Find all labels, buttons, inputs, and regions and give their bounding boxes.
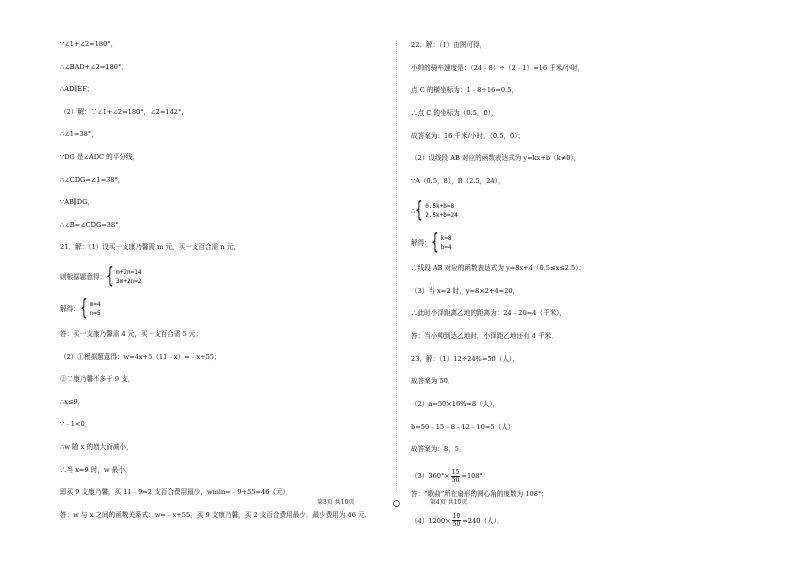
text-line: ∴∠1=38°， — [60, 130, 98, 139]
text-line: 故答案为：8，5． — [411, 445, 466, 454]
fraction — [451, 469, 461, 484]
text-line: （3）当 x=2 时，y=8×2+4=20， — [411, 286, 520, 295]
equation-row: k=8 — [440, 234, 452, 242]
text-line: ∴线段 AB 对应的函数表达式为 y=8x+4（0.5≤x≤2.5）； — [411, 263, 586, 272]
text-line: ∴∠BAD+∠2=180°， — [60, 62, 128, 71]
text-line: （2）设线段 AB 对应的函数表达式为 y=kx+b（k≠0）， — [411, 154, 581, 163]
question-21-heading: 21．解：（1）设买一支康乃馨需 m 元，买一支百合需 n 元， — [60, 243, 240, 252]
text-line: ∴此时小泽距离乙地的距离为：24﹣20=4（千米）， — [411, 309, 567, 318]
text-line: 故答案为：16 千米/小时，（0.5，0）； — [411, 131, 525, 140]
text-line: ∵A（0.5，8），B（2.5，24）， — [411, 177, 505, 186]
right-solution-column — [411, 41, 741, 535]
text-line: ∴当 x=9 时，w 最小， — [60, 465, 132, 474]
page-number: 第4页 共10页 — [430, 499, 468, 506]
equation-system — [411, 197, 741, 223]
text-line: 答：“歌曲”所在扇形的圆心角的度数为 108°； — [411, 490, 548, 498]
question-23-heading: 23．解：（1）12÷24%=50（人）， — [411, 354, 519, 363]
text-line: （2）a=50×16%=8（人）， — [411, 399, 500, 408]
fraction-line: （4）1200× $\frac{10}{50}$ =240（人）． — [411, 513, 504, 529]
equation-row: m=4 — [89, 300, 101, 308]
text-line: （2）解：∵∠1+∠2=180°，∠2=142°， — [60, 107, 188, 116]
fraction-denominator: 50 — [451, 476, 460, 484]
text-line: ∵AB∥DG， — [60, 198, 94, 207]
system-label: 解得： — [411, 238, 431, 247]
text-line: ∴AD∥EF； — [60, 85, 94, 94]
brace-icon: { — [79, 295, 88, 321]
question-22-heading: 22．解：（1）由图可得， — [411, 41, 487, 49]
text-line: 答：买一支康乃馨需 4 元，买一支百合需 5 元； — [60, 329, 203, 338]
text-line: ∵﹣1<0， — [60, 420, 92, 429]
brace-icon: { — [430, 229, 439, 255]
equation-row: b=4 — [440, 243, 452, 251]
solution-system — [411, 229, 741, 255]
text-line: ∵DG 是∠ADC 的平分线， — [60, 152, 140, 161]
system-label: 解得： — [60, 304, 80, 313]
therefore-symbol: ∴ — [411, 206, 416, 215]
text-line: ∴点 C 的坐标为（0.5，0）， — [411, 109, 498, 118]
text-line: 答：w 与 x 之间的函数关系式：w=﹣x+55，买 9 支康乃馨，买 2 支百合费用最少，最少费用为 46 元． — [60, 510, 372, 519]
page-number: 第3页 共10页 — [317, 499, 355, 506]
text-line: 答：当小帅到达乙地时，小泽距乙地还有 4 千米． — [411, 331, 558, 340]
brace-icon: { — [106, 263, 114, 289]
equation-row: 3m+2n=2 — [116, 277, 142, 285]
fraction-line: （3）360°× $\frac{15}{50}$ =108° — [411, 468, 483, 484]
solution-system — [60, 295, 380, 321]
text-line: ∴w 随 x 的增大而减小， — [60, 442, 133, 451]
left-solution-column — [60, 40, 380, 533]
fraction — [452, 513, 462, 528]
text-line: 故答案为 50． — [411, 377, 455, 386]
right-page — [397, 0, 794, 561]
text-line: ∴∠B=∠CDG=38°． — [60, 220, 126, 229]
text-line: 小帅的骑车速度是：（24﹣8）÷（2﹣1）=16 千米/小时， — [411, 63, 585, 72]
system-label: 则根据题意得： — [60, 272, 107, 281]
text-line: ∵∠1+∠2=180°， — [60, 40, 118, 48]
text-line: ②∵康乃馨不多于 9 支， — [60, 375, 135, 384]
text-line: ∴x≤9， — [60, 397, 85, 406]
equation-row: n=5 — [89, 309, 101, 317]
text-line: 即买 9 支康乃馨，买 11﹣9=2 支百合费用最少，wmin=﹣9+55=46（元）． — [60, 488, 293, 497]
text-line: （2）①根据题意得：w=4x+5（11﹣x）=﹣x+55； — [60, 352, 221, 361]
fraction-denominator: 50 — [452, 521, 461, 529]
fraction-numerator: 15 — [451, 468, 460, 476]
equation-row: 0.5k+b=8 — [425, 202, 455, 210]
text-line: 点 C 的横坐标为：1﹣8÷16=0.5， — [411, 86, 518, 95]
equation-row: 2.5k+b=24 — [425, 211, 458, 219]
equation-row: m+2n=14 — [116, 268, 142, 276]
equation-system — [60, 263, 380, 289]
text-line: b=50﹣15﹣8﹣12﹣10=5（人） — [411, 422, 515, 431]
text-line: ∴∠CDG=∠1=38°， — [60, 175, 125, 184]
fraction-numerator: 10 — [452, 513, 461, 521]
brace-icon: { — [415, 197, 423, 223]
